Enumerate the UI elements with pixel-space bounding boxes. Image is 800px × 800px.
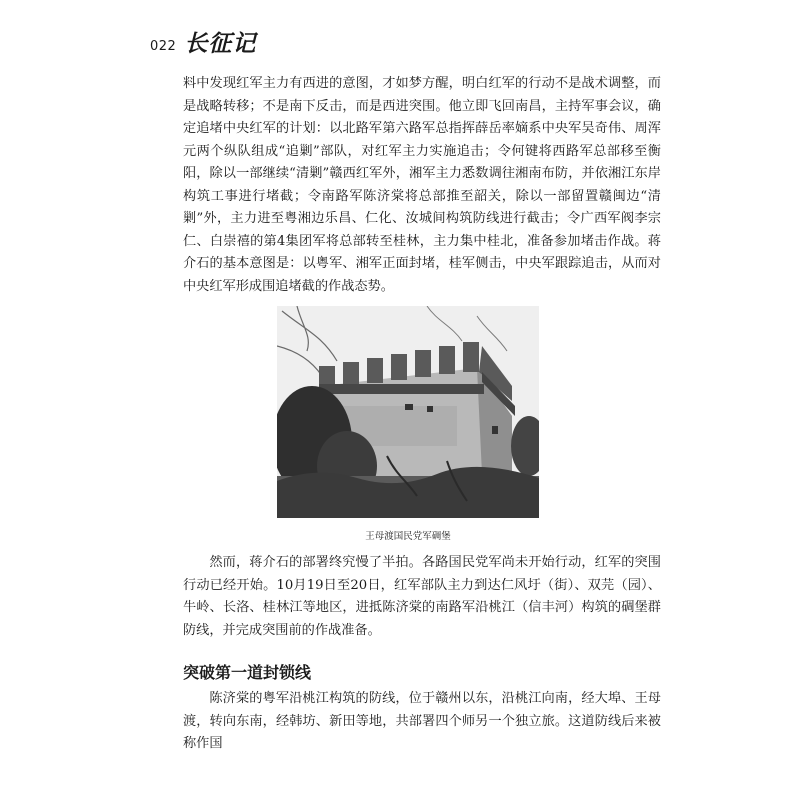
blockhouse-photo-image	[277, 306, 539, 518]
running-header	[150, 22, 256, 58]
paragraph-1	[183, 73, 661, 298]
paragraph-2	[183, 552, 661, 642]
paragraph-1-text: 料中发现红军主力有西进的意图，才如梦方醒，明白红军的行动不是战术调整，而是战略转移；不是南下反击，而是西进突围。他立即飞回南昌，主持军事会议，确定追堵中央红军的计划：以北路军第六路军总指挥薛岳率嫡系中央军吴奇伟、周浑元两个纵队组成“追剿”部队，对红军主力实施追击；令何键将西路军总部移至衡阳，除以一部继续“清剿”赣西红军外，湘军主力悉数调往湘南布防，并依湘江东岸构筑工事进行堵截；令南路军陈济棠将总部推至韶关，除以一部留置赣闽边“清剿”外，主力进至粤湘边乐昌、仁化、汝城间构筑防线进行截击；令广西军阀李宗仁、白崇禧的第4集团军将总部转至桂林，主力集中桂北，准备参加堵击作战。蒋介石的基本意图是：以粤军、湘军正面封堵，桂军侧击，中央军跟踪追击，从而对中央红军形成围追堵截的作战态势。	[183, 76, 661, 294]
paragraph-3-text: 陈济棠的粤军沿桃江构筑的防线，位于赣州以东，沿桃江向南，经大埠、王母渡，转向东南，经韩坊、新田等地，共部署四个师另一个独立旅。这道防线后来被称作国	[183, 691, 661, 751]
blockhouse-photo	[277, 306, 539, 518]
book-title-calligraphy: 长征记	[184, 30, 257, 57]
paragraph-2-text: 然而，蒋介石的部署终究慢了半拍。各路国民党军尚未开始行动，红军的突围行动已经开始。10月19日至20日，红军部队主力到达仁风圩（街）、双芫（园）、牛岭、长洛、桂林江等地区，进抵陈济棠的南路军沿桃江（信丰河）构筑的碉堡群防线，并完成突围前的作战准备。	[183, 555, 661, 638]
page-number: 022	[150, 39, 177, 54]
photo-caption: 王母渡国民党军碉堡	[365, 531, 451, 542]
section-heading: 突破第一道封锁线	[183, 663, 312, 682]
paragraph-3	[183, 688, 661, 756]
